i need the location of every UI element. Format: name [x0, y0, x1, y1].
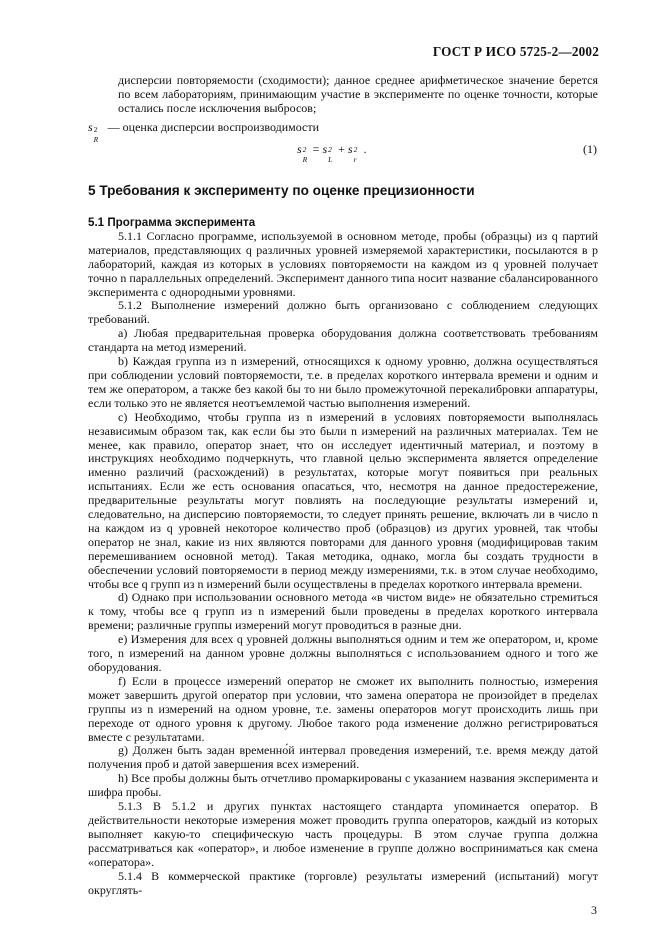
paragraph-item-c: c) Необходимо, чтобы группа из n измерений в условиях повторяемости выполнялась независимым образом так, как если бы это были n измерений на различных материалах. Тем не менее, как правило, оператор знает, что он исследует идентичный материал, и поэтому в инструкциях необходимо подчеркнуть, что главной целью эксперимента является определение именно различий (расхождений) в результатах, которые могут появиться при реальных испытаниях. Если же есть основания опасаться, что, несмотря на данное предостережение, предварительные результаты могут повлиять на последующие результаты измерений и, следовательно, на дисперсию повторяемости, то следует принять решение, включать ли в число n на каждом из q уровней некоторое количество проб (образцов) из других уровней, так чтобы оператор не знал, какие из них являются повторами для данного уровня (модифицировав таким перемешиванием основной метод). Такая методика, однако, могла бы создать трудности в обеспечении условий повторяемости в период между измерениями, т.к. в этом случае необходимо, чтобы все q групп из n измерений были осуществлены в пределах короткого интервала времени. [88, 409, 598, 591]
formula-sub-3: r [353, 155, 357, 164]
formula-1 [297, 142, 367, 164]
symbol-sub: R [93, 135, 99, 144]
paragraph-5-1-4: 5.1.4 В коммерческой практике (торговле) результаты измерений (испытаний) могут округлять- [88, 868, 598, 897]
paragraph-5-1-1: 5.1.1 Согласно программе, используемой в основном методе, пробы (образцы) из q партий материалов, представляющих q различных уровней измеряемой характеристики, посылаются в p лабораторий, каждая из которых в условиях повторяемости на каждом из q уровней получает точно n параллельных определений. Эксперимент данного типа носит название сбалансированного эксперимента с однородными уровнями. [88, 228, 598, 299]
formula-plus: + [335, 142, 348, 156]
formula-sup-3: 2 [353, 145, 358, 154]
paragraph-item-b: b) Каждая группа из n измерений, относящихся к одному уровню, должна осуществляться при соблюдении условий повторяемости, т.е. в пределах короткого интервала времени и одним и тем же оператором, а также без какой бы то ни было промежуточной перекалибровки аппаратуры, если только это не является неотъемлемой частью выполнения измерений. [88, 354, 598, 410]
subsection-title: 5.1 Программа эксперимента [88, 216, 256, 229]
formula-end: . [360, 142, 367, 156]
paragraph-item-a: a) Любая предварительная проверка оборудования должна соответствовать требованиям стандарта на метод измерений. [88, 326, 598, 355]
symbol-base: s [88, 120, 93, 134]
formula-equals: = [309, 142, 323, 156]
paragraph-item-e: e) Измерения для всех q уровней должны выполняться одним и тем же оператором, и, кроме того, n измерений на данном уровне должны выполняться с использованием одного и того же оборудования. [88, 632, 598, 674]
symbol-description: — оценка дисперсии воспроизводимости [107, 120, 320, 134]
section-body [88, 216, 598, 897]
formula-lhs: s [297, 142, 302, 156]
formula-sup-2: 2 [328, 145, 332, 154]
paragraph-5-1-2: 5.1.2 Выполнение измерений должно быть организовано с соблюдением следующих требований. [88, 298, 598, 327]
paragraph-item-g: g) Должен быть задан временно́й интервал проведения измерений, т.е. время между датой получения проб и датой завершения всех измерений. [88, 743, 598, 772]
paragraph-5-1-3: 5.1.3 В 5.1.2 и других пунктах настоящего стандарта упоминается оператор. В действительности некоторые измерения может проводить группа операторов, каждый из которых выполняет какую-то специфическую часть процедуры. В этом случае группа должна рассматриваться как «оператор», и любое изменение в группе должно восприниматься как смена «оператора». [88, 799, 598, 869]
paragraph-item-h: h) Все пробы должны быть отчетливо промаркированы с указанием названия эксперимента и шифра пробы. [88, 771, 598, 800]
paragraph-item-d: d) Однако при использовании основного метода «в чистом виде» не обязательно стремиться к тому, чтобы все q групп из n измерений были проведены в пределах короткого интервала времени; различные группы измерений могут проводиться в разные дни. [88, 590, 598, 633]
continued-paragraph: дисперсии повторяемости (сходимости); данное среднее арифметическое значение берется по всем лабораториям, принимающим участие в эксперименте по оценке точности, которые остались после исключения выбросов; [118, 73, 598, 115]
paragraph-item-f: f) Если в процессе измерений оператор не сможет их выполнить полностью, измерения может завершить другой оператор при условии, что замена оператора не произойдет в пределах группы из n измерений на одном уровне, т.е. замены операторов могут происходить лишь при переходе от одного уровня к другому. Любое такого рода изменение должно регистрироваться вместе с результатами. [88, 673, 598, 744]
formula-number: (1) [583, 142, 597, 156]
formula-sup-1: 2 [302, 145, 307, 154]
section-title: 5 Требования к эксперименту по оценке прецизионности [88, 183, 475, 198]
symbol-definition [88, 120, 320, 144]
standard-header: ГОСТ Р ИСО 5725-2—2002 [432, 44, 599, 59]
formula-sub-2: L [328, 155, 333, 164]
formula-term1: s [322, 142, 328, 156]
formula-sub-1: R [302, 155, 308, 164]
symbol-sup: 2 [93, 125, 98, 134]
page-number: 3 [591, 903, 597, 917]
formula-term2: s [347, 142, 353, 156]
